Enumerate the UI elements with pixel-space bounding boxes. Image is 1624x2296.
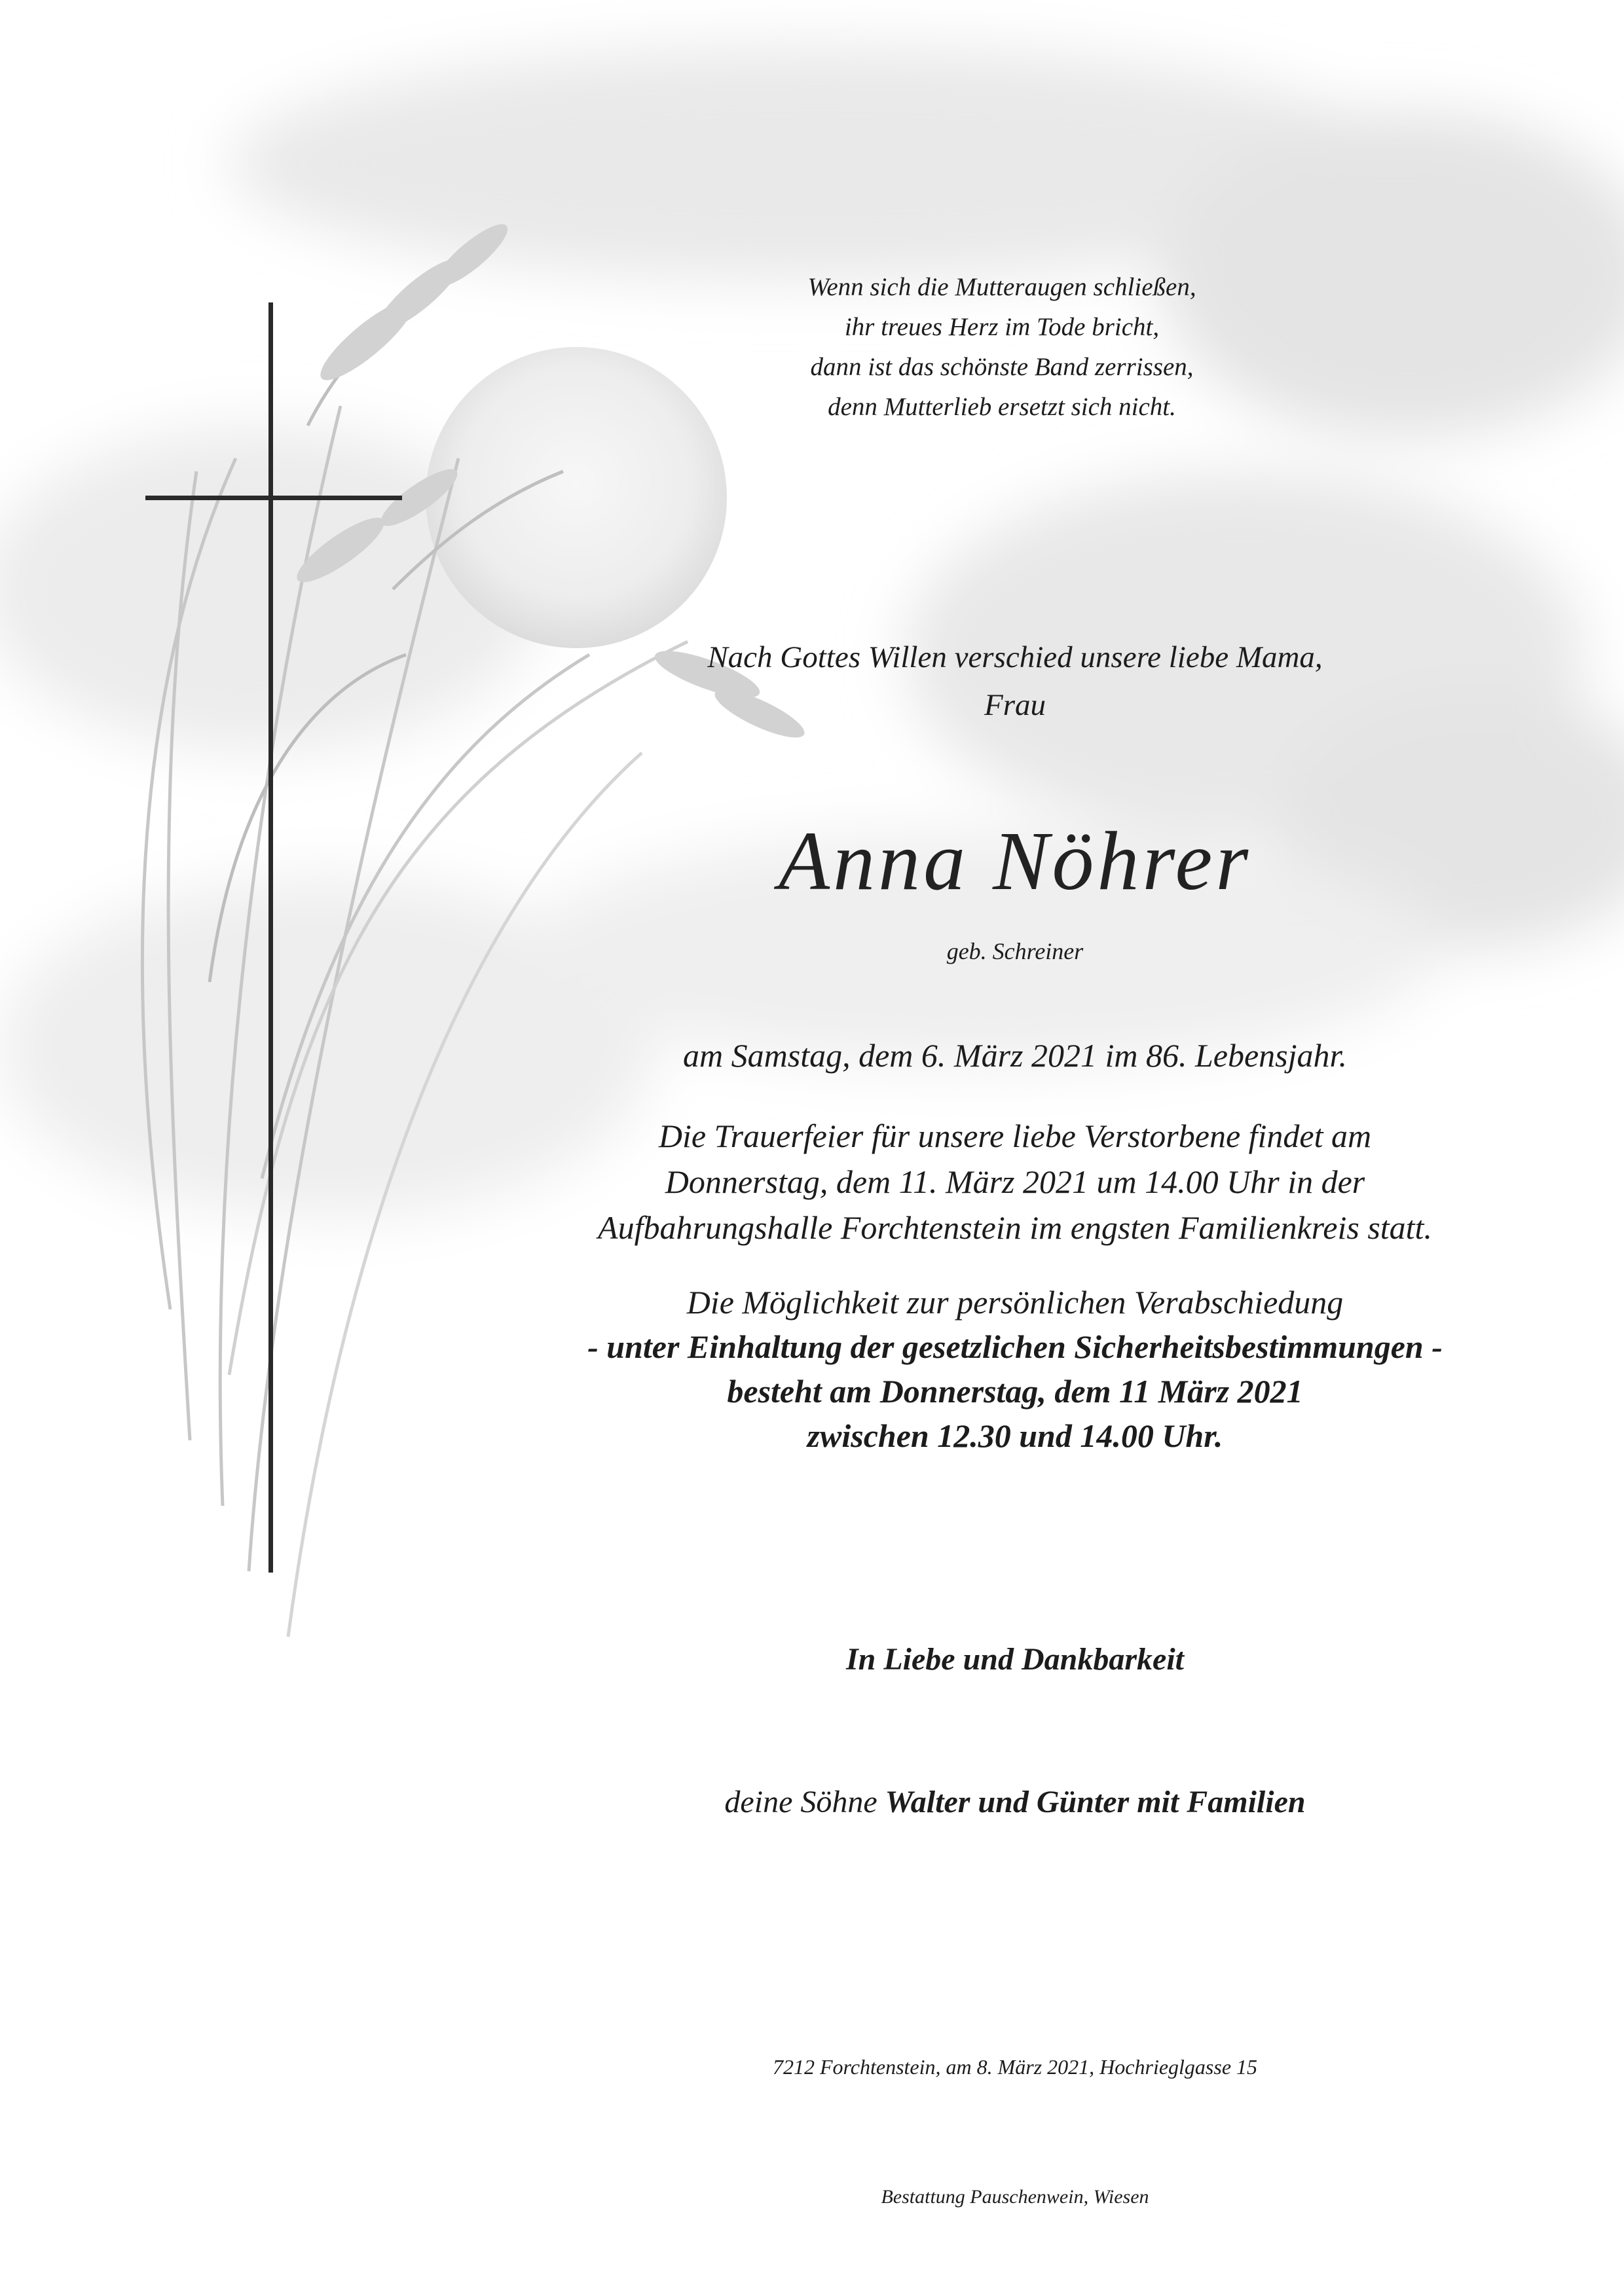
poem-line: Wenn sich die Mutteraugen schließen, [807, 273, 1196, 301]
signature-prefix: deine Söhne [724, 1785, 877, 1819]
death-date: am Samstag, dem 6. März 2021 im 86. Lebensjahr. [683, 1037, 1347, 1074]
funeral-line: Donnerstag, dem 11. März 2021 um 14.00 Uhr in der [665, 1163, 1365, 1200]
poem-line: ihr treues Herz im Tode bricht, [844, 313, 1160, 341]
signature [511, 1779, 1519, 1825]
announcement-intro [511, 634, 1519, 729]
salutation: Frau [984, 688, 1046, 722]
undertaker: Bestattung Pauschenwein, Wiesen [881, 2186, 1149, 2208]
birth-name: geb. Schreiner [946, 938, 1084, 964]
funeral-details [511, 1113, 1519, 1250]
farewell-details [511, 1280, 1519, 1458]
funeral-line: Aufbahrungshalle Forchtenstein im engsten Familienkreis statt. [598, 1209, 1432, 1246]
poem-line: denn Mutterlieb ersetzt sich nicht. [828, 393, 1176, 421]
closing-phrase: In Liebe und Dankbarkeit [845, 1642, 1185, 1677]
farewell-line: Die Möglichkeit zur persönlichen Verabschiedung [686, 1284, 1344, 1321]
address-line: 7212 Forchtenstein, am 8. März 2021, Hochrieglgasse 15 [772, 2055, 1258, 2079]
farewell-line-bold: - unter Einhaltung der gesetzlichen Sicherheitsbestimmungen - [587, 1328, 1443, 1365]
deceased-name: Anna Nöhrer [778, 814, 1252, 907]
farewell-line-bold: besteht am Donnerstag, dem 11 März 2021 [727, 1373, 1303, 1410]
poem [655, 267, 1349, 427]
funeral-line: Die Trauerfeier für unsere liebe Verstorbene findet am [658, 1118, 1372, 1154]
signature-names: Walter und Günter mit Familien [885, 1785, 1306, 1819]
intro-line: Nach Gottes Willen verschied unsere liebe Mama, [707, 640, 1323, 674]
farewell-line-bold: zwischen 12.30 und 14.00 Uhr. [807, 1417, 1223, 1454]
poem-line: dann ist das schönste Band zerrissen, [810, 353, 1194, 381]
